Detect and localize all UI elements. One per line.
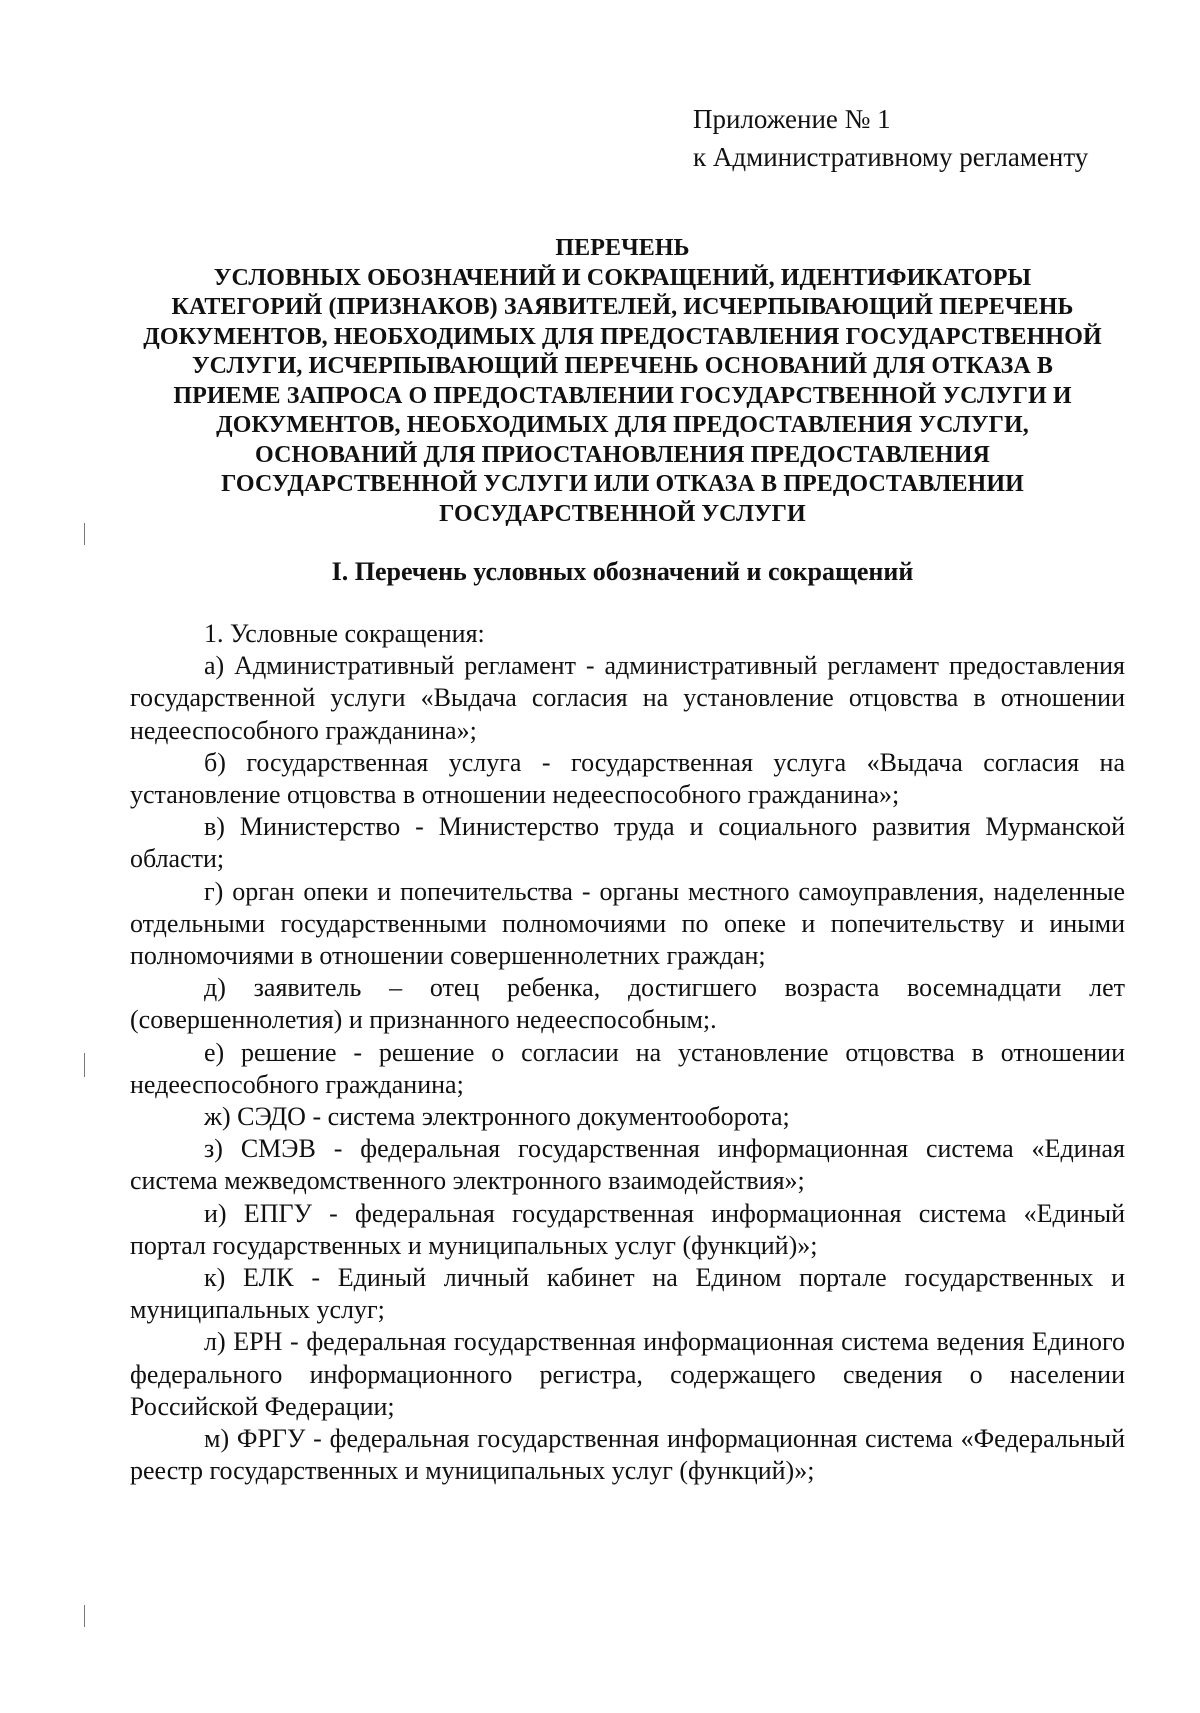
title-line: КАТЕГОРИЙ (ПРИЗНАКОВ) ЗАЯВИТЕЛЕЙ, ИСЧЕРПЫВАЮЩИЙ ПЕРЕЧЕНЬ xyxy=(171,294,1074,320)
list-item: ж) СЭДО - система электронного документооборота; xyxy=(204,1102,790,1132)
appendix-number: Приложение № 1 xyxy=(693,104,891,134)
title-line: ДОКУМЕНТОВ, НЕОБХОДИМЫХ ДЛЯ ПРЕДОСТАВЛЕНИЯ УСЛУГИ, xyxy=(216,412,1029,438)
list-item: г) орган опеки и попечительства - органы местного самоуправления, наделенные отдельными государственными полномочиями по опеке и попечительству и иными полномочиями в отношении совершеннолетних граждан; xyxy=(130,876,1125,971)
title-line: УСЛОВНЫХ ОБОЗНАЧЕНИЙ И СОКРАЩЕНИЙ, ИДЕНТИФИКАТОРЫ xyxy=(213,264,1032,291)
title-line: ГОСУДАРСТВЕННОЙ УСЛУГИ xyxy=(439,500,806,527)
list-item: в) Министерство - Министерство труда и социального развития Мурманской области; xyxy=(130,812,1125,874)
title-line: ПЕРЕЧЕНЬ xyxy=(555,235,690,261)
title-line: ПРИЕМЕ ЗАПРОСА О ПРЕДОСТАВЛЕНИИ ГОСУДАРСТВЕННОЙ УСЛУГИ И xyxy=(173,382,1072,409)
list-item: и) ЕПГУ - федеральная государственная информационная система «Единый портал государственных и муниципальных услуг (функций)»; xyxy=(130,1198,1125,1260)
document-title xyxy=(120,234,1125,529)
appendix-target: к Административному регламенту xyxy=(693,142,1089,172)
list-item: а) Административный регламент - административный регламент предоставления государственной услуги «Выдача согласия на установление отцовства в отношении недееспособного гражданина»; xyxy=(130,651,1125,745)
list-item: е) решение - решение о согласии на установление отцовства в отношении недееспособного гражданина; xyxy=(130,1037,1125,1099)
section-heading: I. Перечень условных обозначений и сокращений xyxy=(331,557,914,586)
list-item: з) СМЭВ - федеральная государственная информационная система «Единая система межведомственного электронного взаимодействия»; xyxy=(130,1134,1125,1196)
abbreviations-list xyxy=(130,618,1125,1487)
appendix-reference xyxy=(693,100,1088,176)
list-intro: 1. Условные сокращения: xyxy=(204,619,485,648)
scan-edge-mark xyxy=(84,1053,85,1077)
title-line: ГОСУДАРСТВЕННОЙ УСЛУГИ ИЛИ ОТКАЗА В ПРЕДОСТАВЛЕНИИ xyxy=(221,471,1024,497)
list-item: к) ЕЛК - Единый личный кабинет на Едином портале государственных и муниципальных услуг; xyxy=(130,1263,1125,1325)
title-line: ДОКУМЕНТОВ, НЕОБХОДИМЫХ ДЛЯ ПРЕДОСТАВЛЕНИЯ ГОСУДАРСТВЕННОЙ xyxy=(143,323,1102,350)
list-item: л) ЕРН - федеральная государственная информационная система ведения Единого федерального информационного регистра, содержащего сведения о населении Российской Федерации; xyxy=(130,1327,1125,1421)
title-line: УСЛУГИ, ИСЧЕРПЫВАЮЩИЙ ПЕРЕЧЕНЬ ОСНОВАНИЙ ДЛЯ ОТКАЗА В xyxy=(191,353,1054,379)
title-line: ОСНОВАНИЙ ДЛЯ ПРИОСТАНОВЛЕНИЯ ПРЕДОСТАВЛЕНИЯ xyxy=(255,441,990,468)
scan-edge-mark xyxy=(84,1605,85,1627)
list-item: м) ФРГУ - федеральная государственная информационная система «Федеральный реестр государственных и муниципальных услуг (функций)»; xyxy=(130,1424,1125,1486)
list-item: д) заявитель – отец ребенка, достигшего возраста восемнадцати лет (совершеннолетия) и признанного недееспособным;. xyxy=(130,973,1125,1035)
list-item: б) государственная услуга - государственная услуга «Выдача согласия на установление отцовства в отношении недееспособного гражданина»; xyxy=(130,747,1125,810)
scan-edge-mark xyxy=(84,523,85,545)
